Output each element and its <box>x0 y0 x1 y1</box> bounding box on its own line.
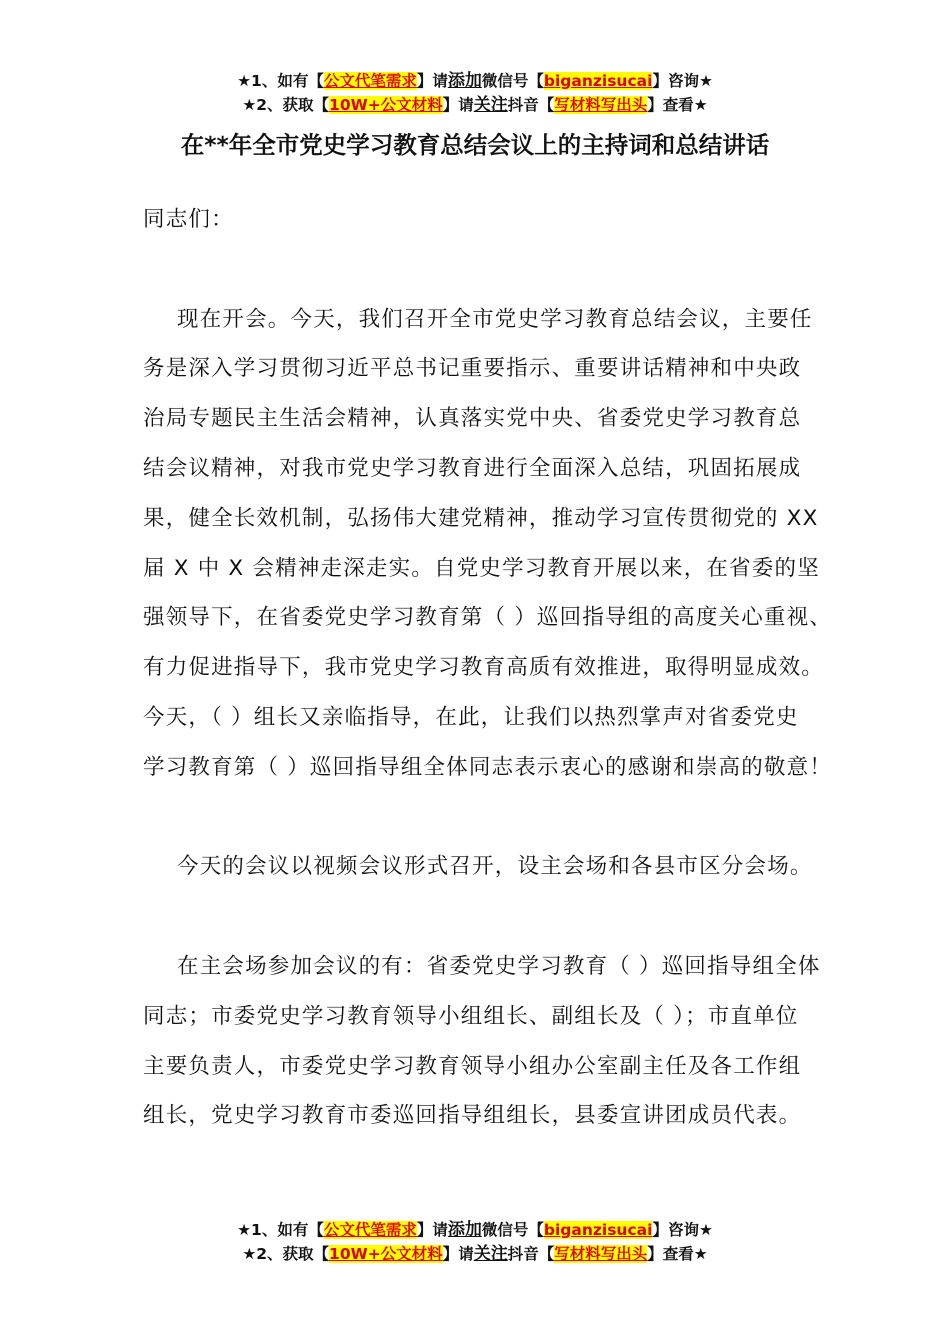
text: 】请 <box>442 1245 474 1263</box>
promo-line-2 <box>0 93 950 117</box>
underlined: 添加 <box>447 1220 482 1240</box>
paragraph-gap <box>143 245 833 295</box>
text: 】咨询★ <box>652 1221 713 1239</box>
promo-line-1 <box>0 69 950 93</box>
highlight: 写材料写出头 <box>554 96 648 114</box>
text-line: 今天，（ ）组长又亲临指导，在此，让我们以热烈掌声对省委党史 <box>143 704 799 730</box>
text: ★2、获取【 <box>242 96 330 114</box>
text-line: 主要负责人，市委党史学习教育领导小组办公室副主任及各工作组 <box>143 1053 802 1079</box>
highlight: 写材料写出头 <box>554 1245 648 1263</box>
promo-line-2 <box>0 1242 950 1266</box>
text-line: 有力促进指导下，我市党史学习教育高质有效推进，取得明显成效。 <box>143 655 825 681</box>
text: 】请 <box>416 72 448 90</box>
paragraph-gap <box>143 892 833 942</box>
text: 】请 <box>416 1221 448 1239</box>
highlight: biganzisucai <box>543 72 653 90</box>
text: 微信号【 <box>481 1221 544 1239</box>
highlight: 10W+公文材料 <box>329 1245 443 1263</box>
text: ★2、获取【 <box>242 1245 330 1263</box>
text-line: 同志；市委党史学习教育领导小组组长、副组长及（ ）；市直单位 <box>143 1003 799 1029</box>
highlight: biganzisucai <box>543 1221 653 1239</box>
document-body <box>143 195 833 1141</box>
text-line: 学习教育第（ ）巡回指导组全体同志表示衷心的感谢和崇高的敬意！ <box>143 754 833 780</box>
promo-banner-top <box>0 69 950 117</box>
text: 】查看★ <box>647 1245 708 1263</box>
document-title: 在**年全市党史学习教育总结会议上的主持词和总结讲话 <box>180 131 770 159</box>
text-line: 强领导下，在省委党史学习教育第（ ）巡回指导组的高度关心重视、 <box>143 605 833 631</box>
text: 抖音【 <box>507 96 555 114</box>
text-line: 今天的会议以视频会议形式召开，设主会场和各县市区分会场。 <box>177 854 813 880</box>
highlight: 公文代笔需求 <box>323 72 417 90</box>
underlined: 关注 <box>473 1244 508 1264</box>
text-line: 现在开会。今天，我们召开全市党史学习教育总结会议，主要任 <box>177 306 813 332</box>
underlined: 添加 <box>447 71 482 91</box>
text: 】请 <box>442 96 474 114</box>
paragraph <box>143 295 833 793</box>
text-line: 结会议精神，对我市党史学习教育进行全面深入总结，巩固拓展成 <box>143 455 802 481</box>
promo-line-1 <box>0 1218 950 1242</box>
text: 】咨询★ <box>652 72 713 90</box>
text: ★1、如有【 <box>237 1221 324 1239</box>
text: 】查看★ <box>647 96 708 114</box>
highlight: 公文代笔需求 <box>323 1221 417 1239</box>
promo-banner-bottom <box>0 1218 950 1266</box>
text: 抖音【 <box>507 1245 555 1263</box>
text-line: 届 X 中 X 会精神走深走实。自党史学习教育开展以来，在省委的坚 <box>143 555 820 581</box>
text: 微信号【 <box>481 72 544 90</box>
text: ★1、如有【 <box>237 72 324 90</box>
text-line: 果，健全长效机制，弘扬伟大建党精神，推动学习宣传贯彻党的 XX <box>143 505 819 531</box>
greeting: 同志们： <box>143 207 234 232</box>
paragraph <box>143 842 833 892</box>
underlined: 关注 <box>473 95 508 115</box>
text-line: 组长，党史学习教育市委巡回指导组组长，县委宣讲团成员代表。 <box>143 1103 802 1129</box>
text-line: 务是深入学习贯彻习近平总书记重要指示、重要讲话精神和中央政 <box>143 356 802 382</box>
text-line: 治局专题民主生活会精神，认真落实党中央、省委党史学习教育总 <box>143 406 802 432</box>
text-line: 在主会场参加会议的有：省委党史学习教育（ ）巡回指导组全体 <box>177 953 821 979</box>
paragraph-gap <box>143 793 833 843</box>
paragraph <box>143 942 833 1141</box>
highlight: 10W+公文材料 <box>329 96 443 114</box>
